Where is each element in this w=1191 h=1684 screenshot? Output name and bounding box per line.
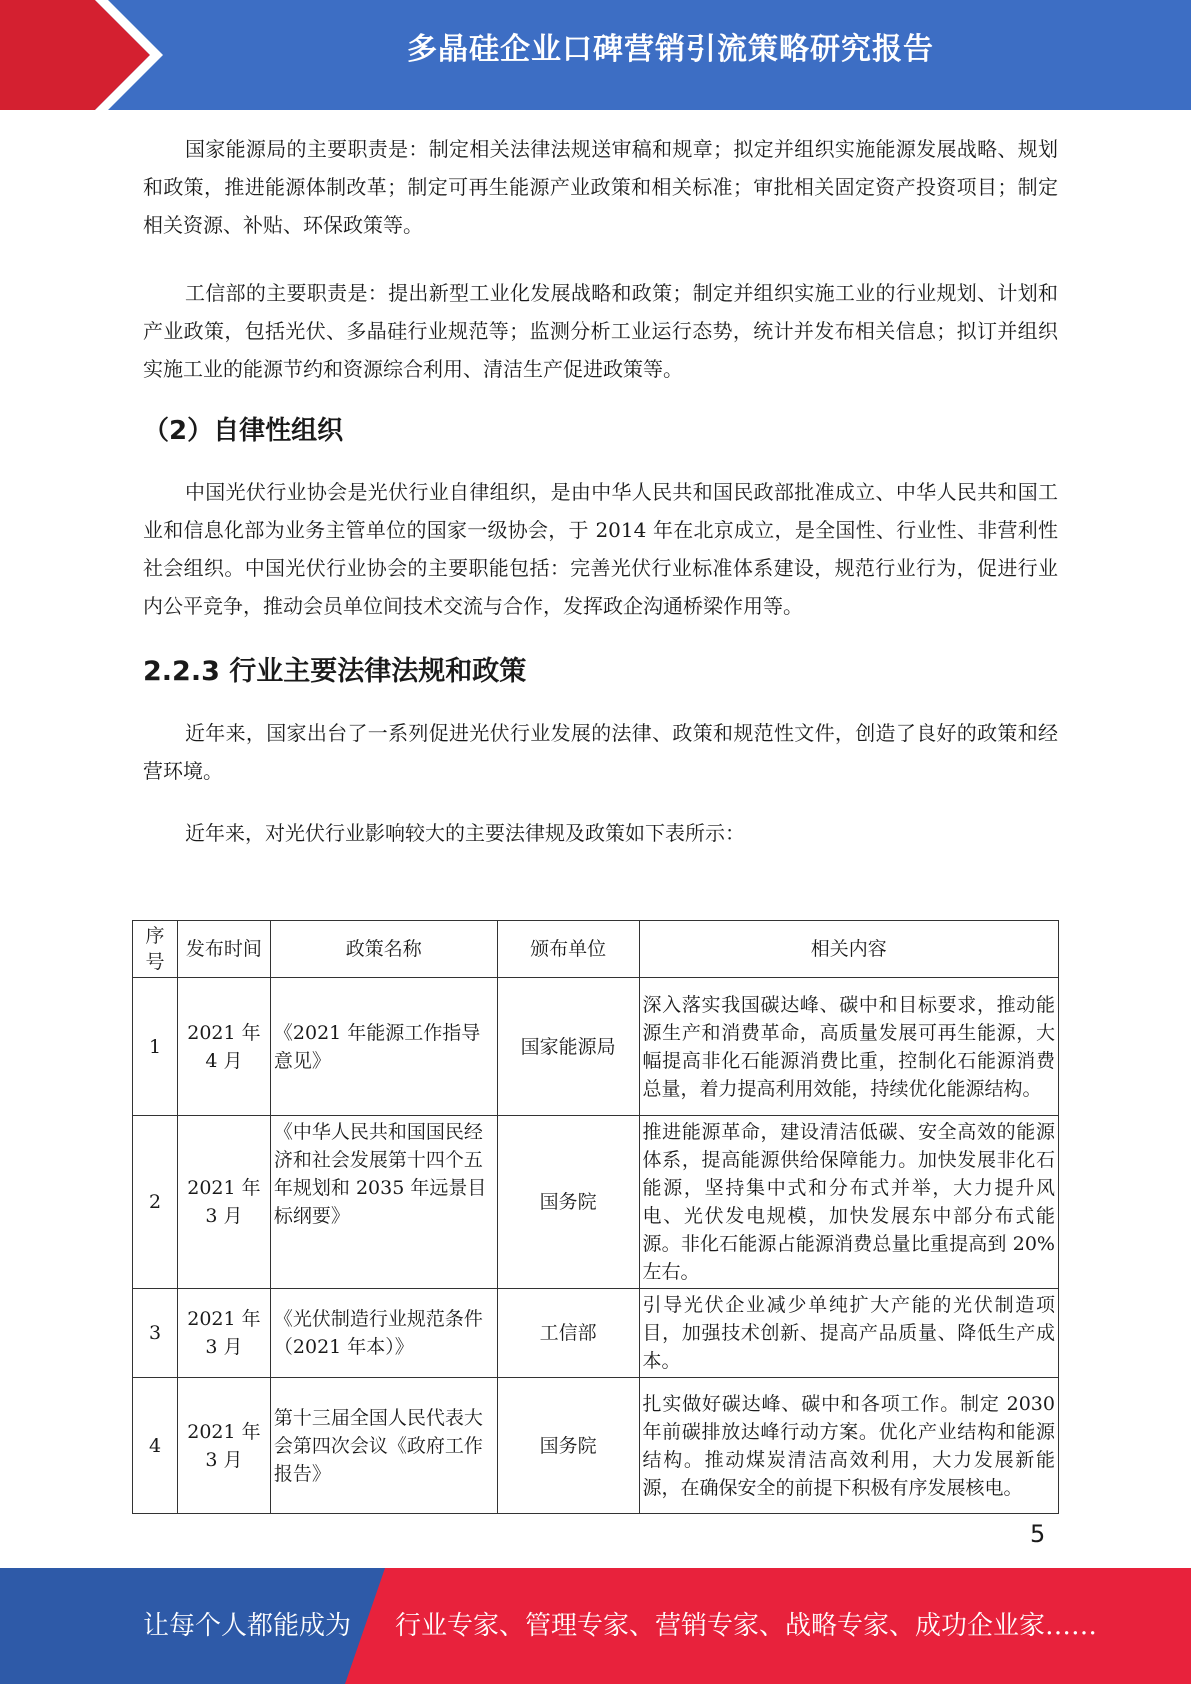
cell-seq: 1 bbox=[133, 978, 178, 1116]
cell-name: 《光伏制造行业规范条件（2021 年本）》 bbox=[270, 1289, 497, 1378]
paragraph-nea-duties: 国家能源局的主要职责是：制定相关法律法规送审稿和规章；拟定并组织实施能源发展战略、规划和政策，推进能源体制改革；制定可再生能源产业政策和相关标准；审批相关固定资产投资项目；制定相关资源、补贴、环保政策等。 bbox=[143, 137, 1058, 237]
cell-name: 《中华人民共和国国民经济和社会发展第十四个五年规划和 2035 年远景目标纲要》 bbox=[270, 1116, 497, 1289]
cell-content: 引导光伏企业减少单纯扩大产能的光伏制造项目，加强技术创新、提高产品质量、降低生产成本。 bbox=[639, 1289, 1059, 1378]
report-title: 多晶硅企业口碑营销引流策略研究报告 bbox=[407, 32, 934, 67]
header-unit: 颁布单位 bbox=[497, 921, 639, 978]
cell-unit: 国家能源局 bbox=[497, 978, 639, 1116]
paragraph-intro: 近年来，国家出台了一系列促进光伏行业发展的法律、政策和规范性文件，创造了良好的政策和经营环境。 bbox=[143, 721, 1058, 783]
cell-time: 2021 年 4 月 bbox=[177, 978, 270, 1116]
cell-seq: 3 bbox=[133, 1289, 178, 1378]
cell-time: 2021 年 3 月 bbox=[177, 1116, 270, 1289]
cell-time: 2021 年 3 月 bbox=[177, 1378, 270, 1514]
cell-seq: 2 bbox=[133, 1116, 178, 1289]
header-time: 发布时间 bbox=[177, 921, 270, 978]
cell-content: 推进能源革命，建设清洁低碳、安全高效的能源体系，提高能源供给保障能力。加快发展非化石能源，坚持集中式和分布式并举，大力提升风电、光伏发电规模，加快发展东中部分布式能源。非化石能源占能源消费总量比重提高到 20%左右。 bbox=[639, 1116, 1059, 1289]
paragraph-miit-duties: 工信部的主要职责是：提出新型工业化发展战略和政策；制定并组织实施工业的行业规划、计划和产业政策，包括光伏、多晶硅行业规范等；监测分析工业运行态势，统计并发布相关信息；拟订并组织实施工业的能源节约和资源综合利用、清洁生产促进政策等。 bbox=[143, 281, 1058, 381]
footer-slogan-left: 让每个人都能成为 bbox=[143, 1611, 352, 1641]
header-name: 政策名称 bbox=[270, 921, 497, 978]
cell-time: 2021 年 3 月 bbox=[177, 1289, 270, 1378]
paragraph-cpia: 中国光伏行业协会是光伏行业自律组织，是由中华人民共和国民政部批准成立、中华人民共和国工业和信息化部为业务主管单位的国家一级协会，于 2014 年在北京成立，是全国性、行业性、非营利性社会组织。中国光伏行业协会的主要职能包括：完善光伏行业标准体系建设，规范行业行为，促进行业内公平竞争，推动会员单位间技术交流与合作，发挥政企沟通桥梁作用等。 bbox=[143, 480, 1058, 618]
section-heading: 2.2.3 行业主要法律法规和政策 bbox=[143, 656, 527, 687]
table-header-row bbox=[133, 921, 1059, 978]
footer-slogan-right: 行业专家、管理专家、营销专家、战略专家、成功企业家…… bbox=[395, 1611, 1098, 1641]
cell-unit: 国务院 bbox=[497, 1378, 639, 1514]
cell-content: 扎实做好碳达峰、碳中和各项工作。制定 2030 年前碳排放达峰行动方案。优化产业结构和能源结构。推动煤炭清洁高效利用，大力发展新能源，在确保安全的前提下积极有序发展核电。 bbox=[639, 1378, 1059, 1514]
page-header bbox=[0, 0, 1191, 110]
table-row bbox=[133, 1378, 1059, 1514]
page-number: 5 bbox=[1030, 1520, 1046, 1548]
cell-unit: 工信部 bbox=[497, 1289, 639, 1378]
table-row bbox=[133, 1289, 1059, 1378]
main-content bbox=[143, 130, 1058, 852]
header-content: 相关内容 bbox=[639, 921, 1059, 978]
page-footer bbox=[0, 1568, 1191, 1684]
table-row bbox=[133, 978, 1059, 1116]
table-row bbox=[133, 1116, 1059, 1289]
cell-seq: 4 bbox=[133, 1378, 178, 1514]
header-seq: 序号 bbox=[133, 921, 178, 978]
cell-name: 第十三届全国人民代表大会第四次会议《政府工作报告》 bbox=[270, 1378, 497, 1514]
policy-table bbox=[132, 920, 1059, 1514]
paragraph-table-intro: 近年来，对光伏行业影响较大的主要法律规及政策如下表所示： bbox=[185, 821, 745, 845]
cell-name: 《2021 年能源工作指导意见》 bbox=[270, 978, 497, 1116]
cell-content: 深入落实我国碳达峰、碳中和目标要求，推动能源生产和消费革命，高质量发展可再生能源，大幅提高非化石能源消费比重，控制化石能源消费总量，着力提高利用效能，持续优化能源结构。 bbox=[639, 978, 1059, 1116]
subheading-self-regulatory: （2）自律性组织 bbox=[143, 416, 344, 446]
cell-unit: 国务院 bbox=[497, 1116, 639, 1289]
